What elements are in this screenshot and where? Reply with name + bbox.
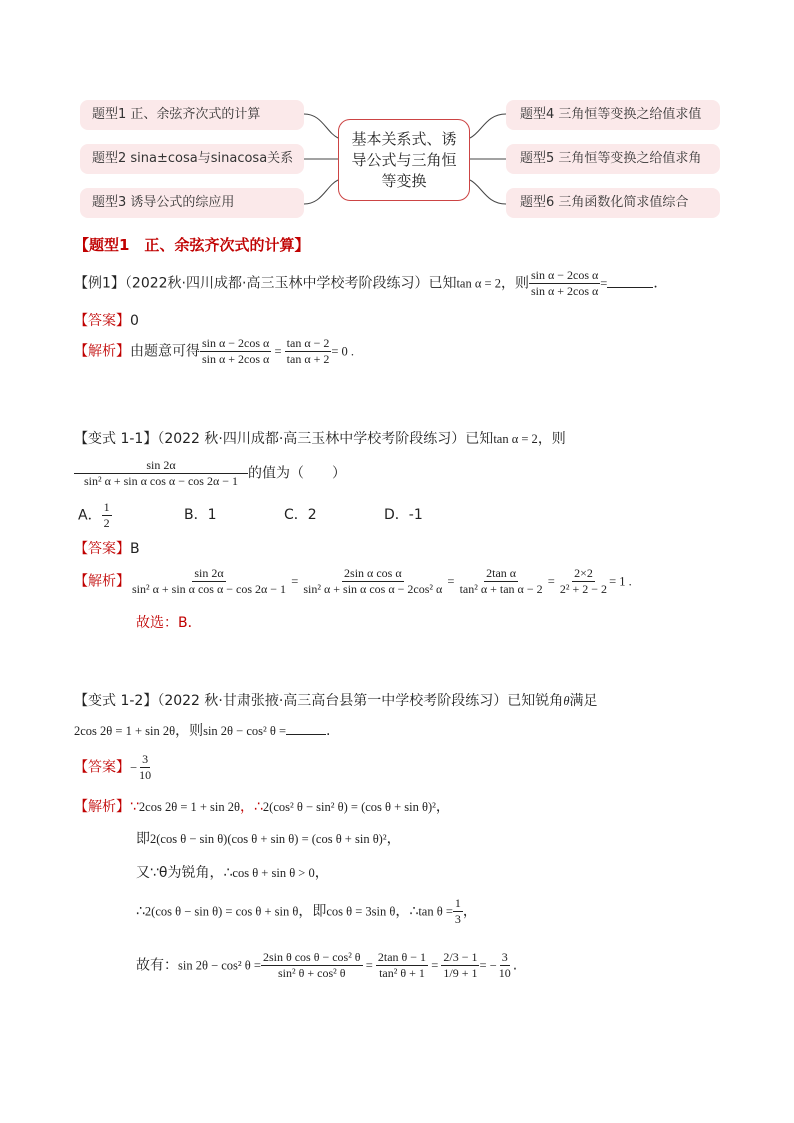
frac-num: 1 bbox=[103, 500, 110, 514]
variant12-tail: 满足 bbox=[569, 693, 598, 709]
example1-end: ． bbox=[653, 275, 668, 292]
example1-question bbox=[74, 268, 667, 299]
step1-result: 2(cos² θ − sin² θ) = (cos θ + sin θ)² bbox=[262, 800, 436, 814]
frac-num: sin α − 2cos α bbox=[202, 336, 270, 350]
step5-frac-4 bbox=[497, 950, 513, 981]
option-b[interactable]: B．1 bbox=[184, 507, 217, 523]
variant12-step5: 故有：sin 2θ − cos² θ = $\frac{\text{2sin θ cos θ − cos² θ}}{\text{sin² θ + cos² θ}}$ = $\frac{\text{2tan θ − 1}}{\text{tan² θ + 1}}$ = $\frac{2/3 - 1}{1/9 + 1}$ = − $\frac{3}{10}$ . bbox=[136, 950, 518, 980]
variant12-question bbox=[74, 690, 597, 710]
step3-text: θ为锐角，∴ bbox=[158, 865, 233, 881]
step3-eq: cos θ + sin θ > 0 bbox=[232, 866, 315, 880]
condition-target: sin 2θ − cos² θ = bbox=[203, 724, 287, 738]
variant12-answer bbox=[74, 752, 153, 783]
answer-label: 【答案】 bbox=[74, 313, 130, 329]
frac-den: sin² θ + cos² θ bbox=[278, 966, 346, 980]
variant12-step2 bbox=[136, 828, 401, 848]
variant12-source: （2022 秋·甘肃张掖·高三高台县第一中学校考阶段练习）已知锐角 bbox=[157, 693, 564, 709]
step5-frac-1 bbox=[261, 950, 363, 981]
step5-neg: = − bbox=[479, 958, 497, 973]
step4-eq: 2(cos θ − sin θ) = cos θ + sin θ bbox=[144, 904, 299, 919]
answer-fraction bbox=[137, 752, 153, 783]
option-c[interactable]: C．2 bbox=[284, 507, 317, 523]
analysis-frac-1 bbox=[200, 336, 271, 367]
frac-den: tan α + 2 bbox=[286, 352, 330, 366]
step2-label: 即 bbox=[136, 831, 150, 847]
variant11-expression bbox=[74, 458, 346, 489]
step4-text: ，即 bbox=[298, 903, 327, 920]
frac-num: 2tan α bbox=[486, 566, 517, 580]
frac-den: 2² + 2 − 2 bbox=[559, 582, 608, 596]
frac-num: 2sin α cos α bbox=[344, 566, 402, 580]
therefore-symbol-2: ，∴ bbox=[395, 903, 419, 920]
answer-blank bbox=[286, 724, 326, 735]
step2-eq: 2(cos θ − sin θ)(cos θ + sin θ) = (cos θ + sin θ)² bbox=[150, 832, 387, 846]
answer-label: 【答案】 bbox=[74, 759, 130, 776]
variant11-source: （2022 秋·四川成都·高三玉林中学校考阶段练习）已知 bbox=[157, 431, 494, 447]
analysis-result: = 1 . bbox=[609, 574, 632, 589]
condition-end: . bbox=[326, 723, 331, 739]
example1-mid: ，则 bbox=[500, 275, 529, 292]
step2-end: ， bbox=[386, 831, 401, 847]
mindmap-node-type3: 题型3 诱导公式的综应用 bbox=[80, 188, 304, 218]
example1-answer bbox=[74, 310, 139, 330]
step4-end: ， bbox=[462, 903, 477, 920]
variant11-analysis: 【解析】 $\frac{\sin 2\alpha}{\text{sin² α + sin α cos α − cos 2α − 1}}$ = $\frac{\text{2sin α cos α}}{\text{sin² α + sin α cos α − 2cos² α}}$ = $\frac{\text{2tan α}}{\text{tan² α + tan α − 2}}$ = $\frac{2\times 2}{\text{2² + 2 − 2}}$ = 1 . bbox=[74, 566, 632, 596]
because-symbol: ∵ bbox=[130, 799, 139, 815]
frac-den: 3 bbox=[454, 912, 461, 926]
condition-then: ，则 bbox=[175, 723, 204, 739]
condition-eq: 2cos 2θ = 1 + sin 2θ bbox=[74, 724, 176, 738]
variant12-label: 【变式 1-2】 bbox=[74, 693, 158, 709]
therefore-symbol: ∴ bbox=[136, 903, 145, 920]
frac-den: 1/9 + 1 bbox=[443, 966, 478, 980]
mindmap-center: 基本关系式、诱导公式与三角恒等变换 bbox=[338, 119, 470, 201]
step4-eq2: cos θ = 3sin θ bbox=[326, 904, 396, 919]
variant12-condition bbox=[74, 720, 330, 740]
frac-num: 2sin θ cos θ − cos² θ bbox=[262, 950, 361, 964]
analysis-frac-3 bbox=[458, 566, 545, 597]
frac-den: sin² α + sin α cos α − 2cos² α bbox=[303, 582, 443, 596]
frac-den: tan² θ + 1 bbox=[379, 966, 425, 980]
frac-num: 3 bbox=[142, 752, 149, 766]
example1-source: （2022秋·四川成都·高三玉林中学校考阶段练习）已知 bbox=[124, 275, 457, 292]
frac-num: tan α − 2 bbox=[286, 336, 330, 350]
mindmap-node-type5: 题型5 三角恒等变换之给值求角 bbox=[506, 144, 720, 174]
variant11-label: 【变式 1-1】 bbox=[74, 431, 158, 447]
option-a-fraction bbox=[102, 500, 112, 531]
frac-den: 10 bbox=[498, 966, 511, 980]
example1-frac-num: sin α − 2cos α bbox=[530, 268, 599, 282]
analysis-label: 【解析】 bbox=[74, 799, 130, 815]
analysis-result: = 0 . bbox=[331, 344, 355, 359]
step1-end: ， bbox=[435, 799, 450, 815]
frac-num: sin 2α bbox=[194, 566, 224, 580]
variant11-value: 的值为（ ） bbox=[248, 465, 346, 482]
frac-den: 2 bbox=[103, 516, 110, 530]
frac-num: 3 bbox=[501, 950, 508, 964]
step3-end: ， bbox=[314, 865, 329, 881]
variant12-step4 bbox=[136, 896, 477, 927]
answer-sign: − bbox=[130, 760, 138, 775]
frac-den: tan² α + tan α − 2 bbox=[459, 582, 543, 596]
frac-num: 2tan θ − 1 bbox=[377, 950, 427, 964]
tan-theta: tan θ = bbox=[418, 904, 453, 919]
frac-num: 2×2 bbox=[574, 566, 593, 580]
analysis-frac-1 bbox=[130, 566, 288, 597]
step5-frac-2 bbox=[376, 950, 428, 981]
theta-symbol: θ bbox=[563, 694, 570, 708]
step5-end: . bbox=[512, 957, 518, 974]
frac-den: sin α + 2cos α bbox=[202, 352, 270, 366]
mindmap-node-type6: 题型6 三角函数化简求值综合 bbox=[506, 188, 720, 218]
step5-label: 故有： bbox=[136, 957, 178, 974]
variant11-choice: 故选：B． bbox=[136, 615, 202, 631]
example1-fraction bbox=[529, 268, 600, 299]
answer-label: 【答案】 bbox=[74, 541, 130, 557]
mindmap-node-type4: 题型4 三角恒等变换之给值求值 bbox=[506, 100, 720, 130]
mindmap-node-type1: 题型1 正、余弦齐次式的计算 bbox=[80, 100, 304, 130]
step1-eq: 2cos 2θ = 1 + sin 2θ bbox=[138, 800, 240, 814]
analysis-label: 【解析】 bbox=[74, 573, 130, 590]
example1-label: 【例1】 bbox=[74, 275, 125, 292]
answer-value: 0 bbox=[130, 313, 139, 329]
option-d[interactable]: D．-1 bbox=[384, 507, 423, 523]
therefore-symbol: ，∴ bbox=[240, 799, 263, 815]
analysis-frac-2 bbox=[301, 566, 444, 597]
frac-den: 10 bbox=[139, 768, 152, 782]
variant12-step3 bbox=[136, 862, 329, 882]
analysis-label: 【解析】 bbox=[74, 343, 130, 360]
step5-frac-3 bbox=[441, 950, 479, 981]
analysis-text: 由题意可得 bbox=[130, 343, 200, 360]
analysis-frac-4 bbox=[558, 566, 609, 597]
option-a-label: A． bbox=[78, 507, 102, 524]
option-a[interactable] bbox=[78, 500, 112, 531]
variant11-question bbox=[74, 428, 566, 448]
step4-fraction bbox=[453, 896, 463, 927]
variant12-step1 bbox=[74, 796, 450, 816]
variant11-condition: tan α = 2 bbox=[493, 432, 538, 446]
example1-condition: tan α = 2 bbox=[456, 276, 501, 291]
frac-num: sin 2α bbox=[74, 458, 248, 474]
mindmap-node-type2: 题型2 sina±cosa与sinacosa关系 bbox=[80, 144, 304, 174]
answer-value: B bbox=[130, 541, 140, 557]
example1-eq: = bbox=[600, 276, 608, 291]
example1-frac-den: sin α + 2cos α bbox=[530, 284, 599, 298]
answer-blank bbox=[607, 277, 653, 288]
frac-den: sin² α + sin α cos α − cos 2α − 1 bbox=[83, 474, 239, 488]
variant11-fraction bbox=[74, 458, 248, 489]
frac-num: 1 bbox=[454, 896, 461, 910]
frac-num: 2/3 − 1 bbox=[443, 950, 478, 964]
analysis-frac-2 bbox=[285, 336, 332, 367]
step3-label: 又∵ bbox=[136, 865, 159, 881]
variant11-tail: ，则 bbox=[537, 431, 566, 447]
example1-analysis: 【解析】由题意可得 $\frac{\text{sin α − 2cos α}}{\text{sin α + 2cos α}}$ = $\frac{\text{tan α − 2}}{\text{tan α + 2}}$ = 0 . bbox=[74, 336, 355, 366]
frac-den: sin² α + sin α cos α − cos 2α − 1 bbox=[132, 582, 287, 596]
section-title: 【题型1 正、余弦齐次式的计算】 bbox=[74, 236, 310, 254]
variant11-answer bbox=[74, 538, 140, 558]
step5-target: sin 2θ − cos² θ = bbox=[178, 958, 261, 973]
